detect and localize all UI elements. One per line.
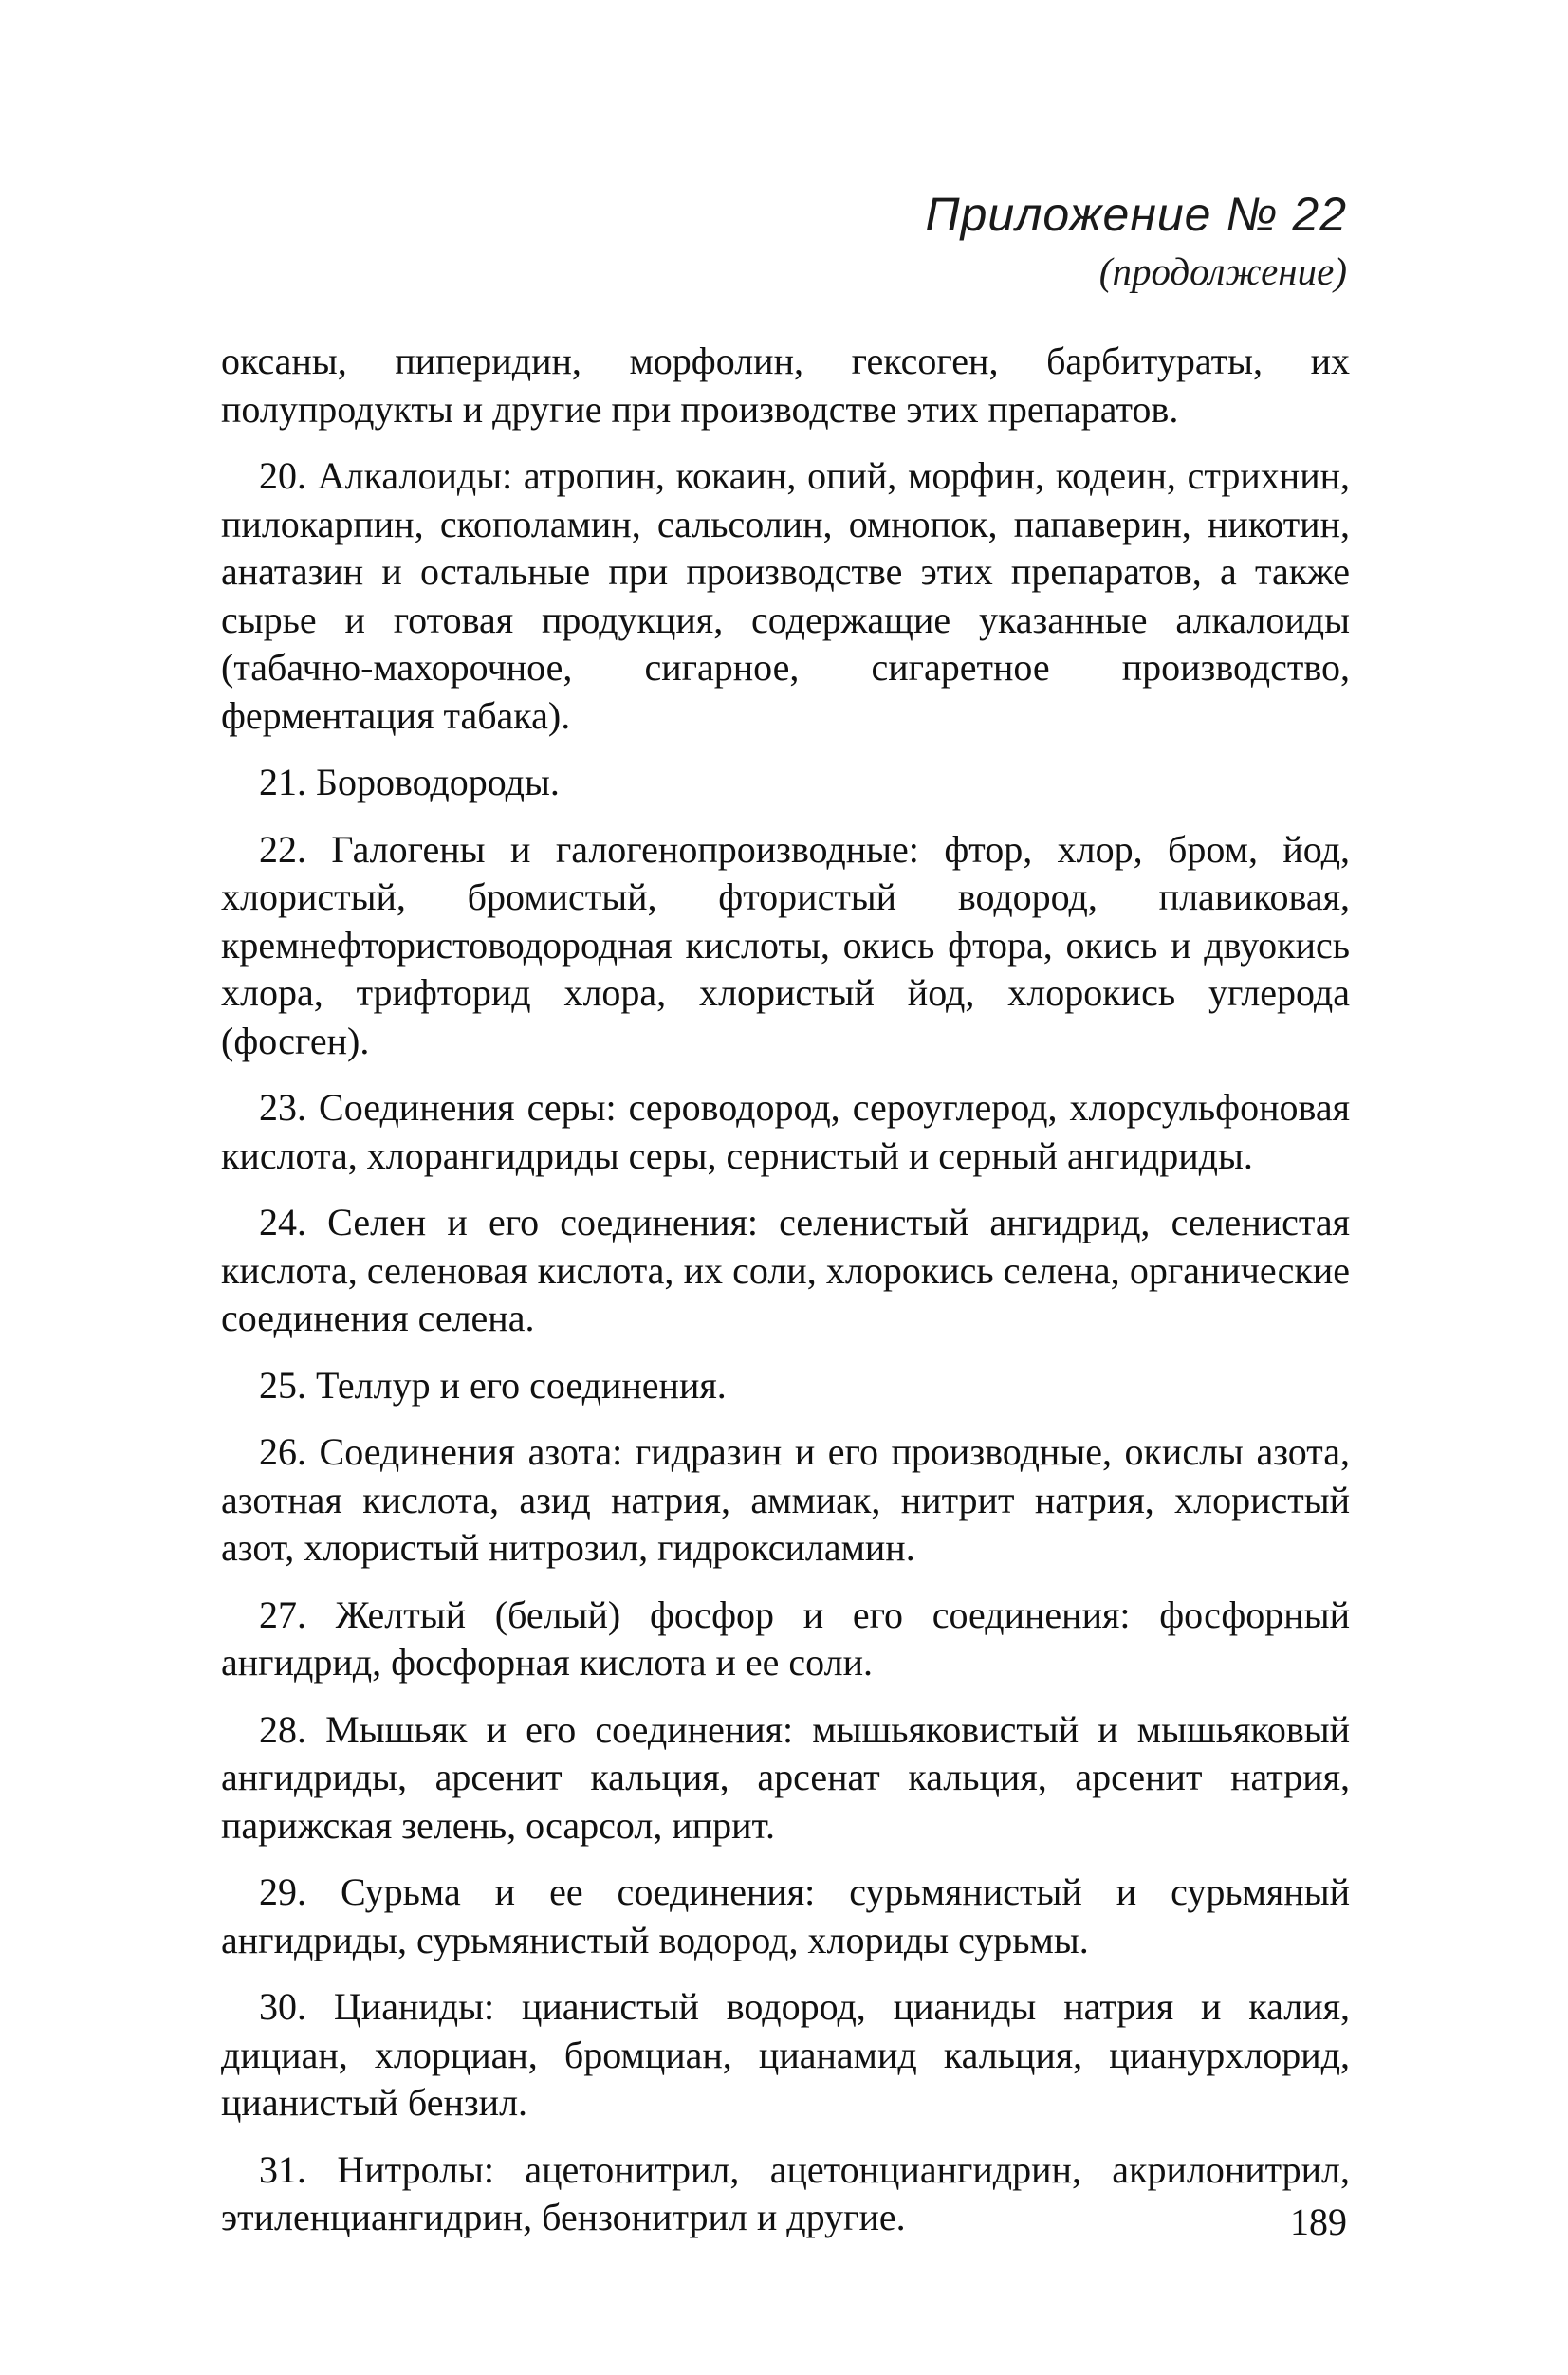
paragraph-item-28: 28. Мышьяк и его соединения: мышьяковистый и мышьяковый ангидриды, арсенит кальция, арсенат кальция, арсенит натрия, парижская зелень, осарсол, иприт.	[221, 1707, 1350, 1847]
paragraph-item-27: 27. Желтый (белый) фосфор и его соединения: фосфорный ангидрид, фосфорная кислота и ее соли.	[221, 1593, 1350, 1684]
page-number: 189	[1290, 2200, 1347, 2243]
paragraph-item-29: 29. Сурьма и ее соединения: сурьмянистый и сурьмяный ангидриды, сурьмянистый водород, хлориды сурьмы.	[221, 1870, 1350, 1961]
document-body	[221, 338, 1350, 2261]
paragraph-item-22: 22. Галогены и галогенопроизводные: фтор, хлор, бром, йод, хлористый, бромистый, фтористый водород, плавиковая, кремнефтористоводородная кислоты, окись фтора, окись и двуокись хлора, трифторид хлора, хлористый йод, хлорокись углерода (фосген).	[221, 827, 1350, 1062]
paragraph-item-31: 31. Нитролы: ацетонитрил, ацетонциангидрин, акрилонитрил, этиленциангидрин, бензонитрил и другие.	[221, 2147, 1350, 2238]
appendix-subtitle: (продолжение)	[1098, 249, 1347, 293]
paragraph-item-30: 30. Цианиды: цианистый водород, цианиды натрия и калия, дициан, хлорциан, бромциан, цианамид кальция, цианурхлорид, цианистый бензил.	[221, 1985, 1350, 2124]
paragraph-item-20: 20. Алкалоиды: атропин, кокаин, опий, морфин, кодеин, стрихнин, пилокарпин, скополамин, сальсолин, омнопок, папаверин, никотин, анатазин и остальные при производстве этих препаратов, а также сырье и готовая продукция, содержащие указанные алкалоиды (табачно-махорочное, сигарное, сигаретное производство, ферментация табака).	[221, 454, 1350, 737]
appendix-title: Приложение № 22	[925, 188, 1347, 241]
paragraph-item-24: 24. Селен и его соединения: селенистый ангидрид, селенистая кислота, селеновая кислота, их соли, хлорокись селена, органические соединения селена.	[221, 1201, 1350, 1339]
paragraph-item-21: 21. Бороводороды.	[259, 761, 560, 803]
paragraph-continuation: оксаны, пиперидин, морфолин, гексоген, барбитураты, их полупродукты и другие при производстве этих препаратов.	[221, 340, 1350, 431]
paragraph-item-25: 25. Теллур и его соединения.	[259, 1363, 727, 1407]
paragraph-item-26: 26. Соединения азота: гидразин и его производные, окислы азота, азотная кислота, азид натрия, аммиак, нитрит натрия, хлористый азот, хлористый нитрозил, гидроксиламин.	[221, 1430, 1350, 1569]
page-header	[925, 186, 1347, 296]
paragraph-item-23: 23. Соединения серы: сероводород, сероуглерод, хлорсульфоновая кислота, хлорангидриды серы, сернистый и серный ангидриды.	[221, 1086, 1350, 1177]
